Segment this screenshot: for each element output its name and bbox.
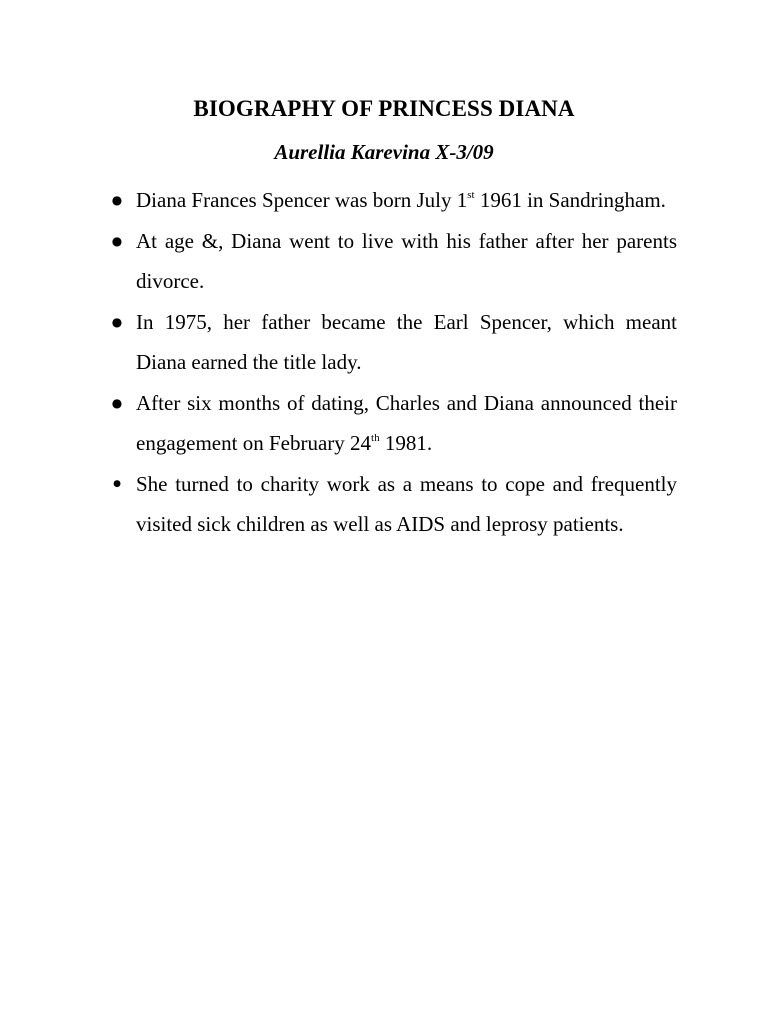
bullet-text: At age &, Diana went to live with his father after her parents divorce. [136,228,677,293]
list-item [111,383,677,464]
list-item [111,302,677,383]
bullet-text: In 1975, her father became the Earl Spencer, which meant Diana earned the title lady. [136,309,677,374]
bullet-icon: ● [113,478,121,489]
bullet-text: Diana Frances Spencer was born July 1 [136,188,468,212]
document-title: BIOGRAPHY OF PRINCESS DIANA [193,96,575,121]
list-item [111,221,677,302]
bullet-icon: ● [111,233,123,248]
ordinal-suffix: st [467,189,475,201]
bullet-icon: ● [111,314,123,329]
list-item [113,464,677,545]
bullet-text: She turned to charity work as a means to cope and frequently visited sick children as well as AIDS and leprosy patients. [136,471,677,536]
bullet-icon: ● [111,395,123,410]
list-item [111,180,677,221]
bullet-text: 1961 in Sandringham. [474,188,666,212]
bullet-text: 1981. [379,431,433,455]
bullet-text: After six months of dating, Charles and Diana announced their engagement on February 24 [136,390,677,455]
bullet-list [111,180,677,545]
author-line: Aurellia Karevina X-3/09 [274,140,494,164]
bullet-icon: ● [111,193,123,207]
ordinal-suffix: th [371,432,380,444]
